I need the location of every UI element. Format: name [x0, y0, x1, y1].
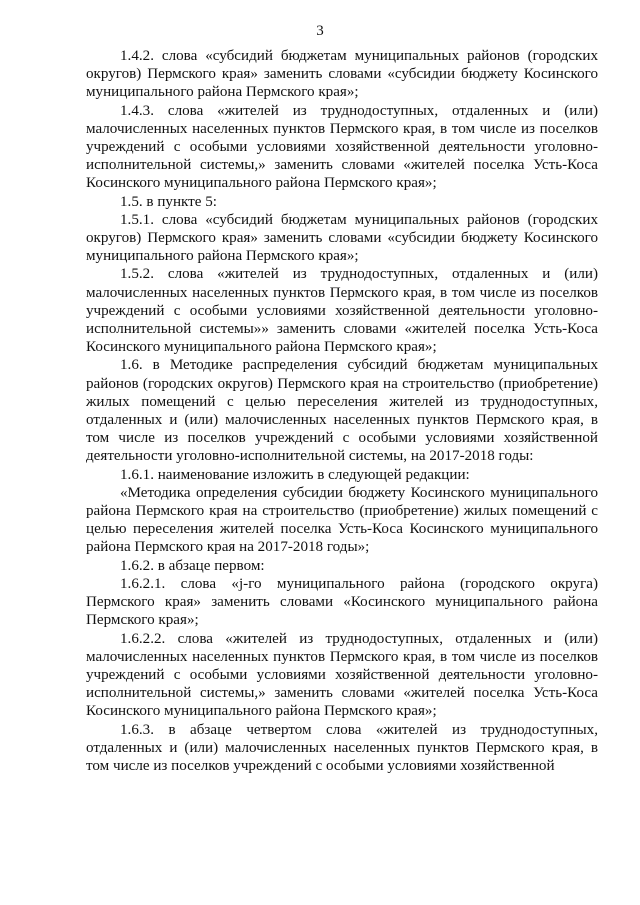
page-number: 3 [316, 23, 324, 39]
paragraph-1-4-2: 1.4.2. слова «субсидий бюджетам муниципальных районов (городских округов) Пермского края» заменить словами «субсидии бюджету Косинского муниципального района Пермского края»; [86, 48, 598, 101]
paragraph-1-6-2-2: 1.6.2.2. слова «жителей из труднодоступных, отдаленных и (или) малочисленных населенных пунктов Пермского края, в том числе из поселков учреждений с особыми условиями хозяйственной деятельности уголовно-исполнительной системы,» заменить словами «жителей поселка Усть-Коса Косинского муниципального района Пермского края»; [86, 630, 598, 720]
paragraph-1-4-3: 1.4.3. слова «жителей из труднодоступных, отдаленных и (или) малочисленных населенных пунктов Пермского края, в том числе из поселков учреждений с особыми условиями хозяйственной деятельности уголовно-исполнительной системы,» заменить словами «жителей поселка Усть-Коса Косинского муниципального района Пермского края»; [86, 102, 598, 192]
paragraph-1-6: 1.6. в Методике распределения субсидий бюджетам муниципальных районов (городских округов) Пермского края на строительство (приобретение) жилых помещений с целью переселения жителей из труднодоступных, отдаленных и (или) малочисленных населенных пунктов Пермского края, в том числе из поселков учреждений с особыми условиями хозяйственной деятельности уголовно-исполнительной системы, на 2017-2018 годы: [86, 357, 598, 465]
paragraph-1-6-1: 1.6.1. наименование изложить в следующей редакции: [120, 466, 470, 483]
paragraph-1-5: 1.5. в пункте 5: [120, 193, 217, 210]
paragraph-1-6-2: 1.6.2. в абзаце первом: [120, 557, 265, 574]
paragraph-1-6-2-1: 1.6.2.1. слова «j-го муниципального района (городского округа) Пермского края» заменить словами «Косинского муниципального района Пермского края»; [86, 575, 598, 629]
paragraph-1-6-3: 1.6.3. в абзаце четвертом слова «жителей из труднодоступных, отдаленных и (или) малочисленных населенных пунктов Пермского края, в том числе из поселков учреждений с особыми условиями хозяйственной [86, 721, 598, 774]
document-body [86, 47, 598, 775]
paragraph-1-5-1: 1.5.1. слова «субсидий бюджетам муниципальных районов (городских округов) Пермского края» заменить словами «субсидии бюджету Косинского муниципального района Пермского края»; [86, 211, 598, 265]
paragraph-methodology-title: «Методика определения субсидии бюджету Косинского муниципального района Пермского края на строительство (приобретение) жилых помещений с целью переселения жителей поселка Усть-Коса Косинского муниципального района Пермского края на 2017-2018 годы»; [86, 484, 598, 556]
paragraph-1-5-2: 1.5.2. слова «жителей из труднодоступных, отдаленных и (или) малочисленных населенных пунктов Пермского края, в том числе из поселков учреждений с особыми условиями хозяйственной деятельности уголовно-исполнительной системы»» заменить словами «жителей поселка Усть-Коса Косинского муниципального района Пермского края»; [86, 266, 598, 356]
